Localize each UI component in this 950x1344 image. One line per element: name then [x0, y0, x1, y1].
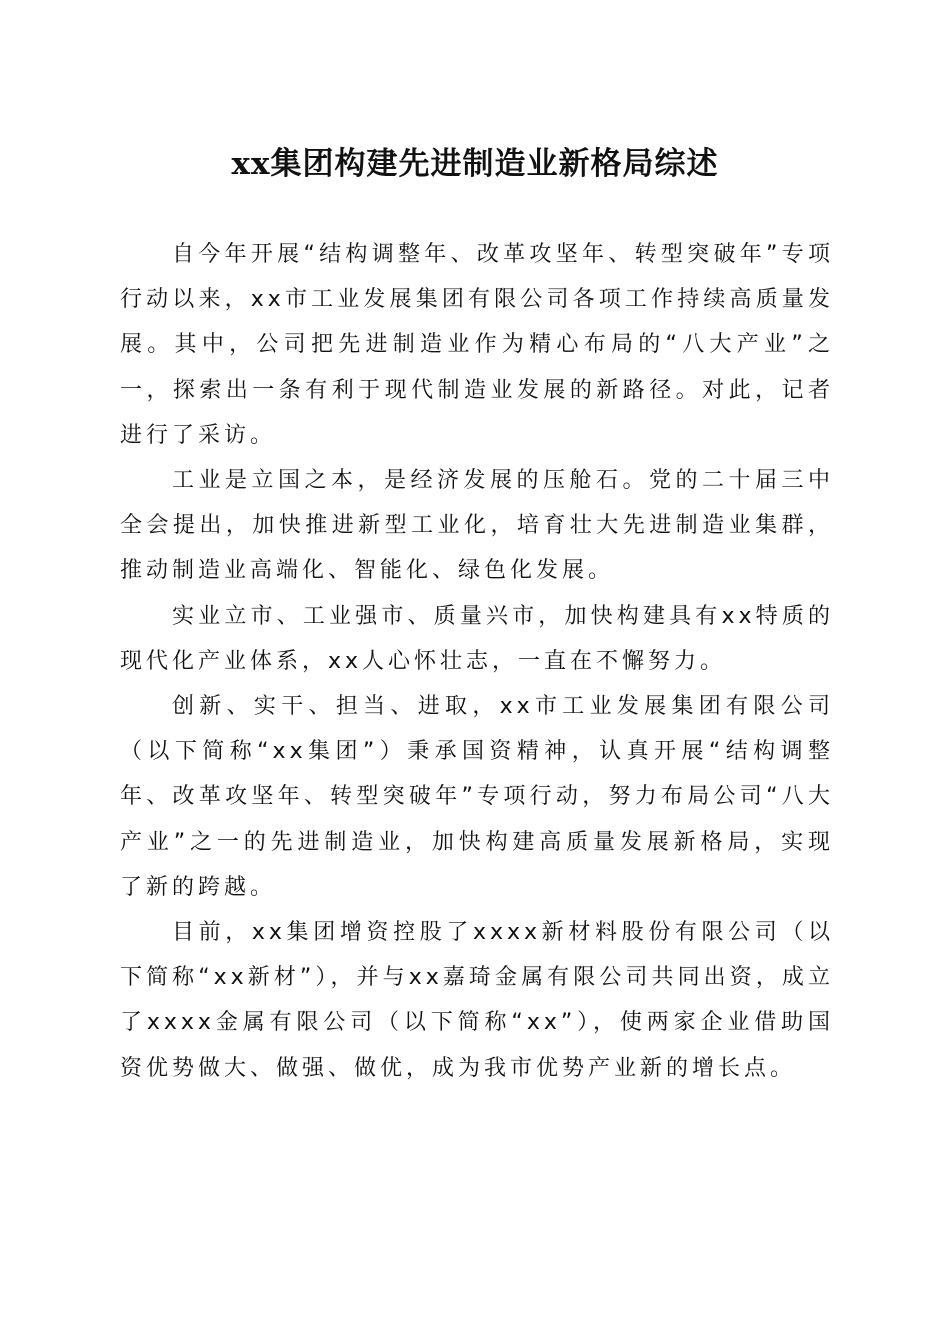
paragraph: 创新、实干、担当、进取，xx市工业发展集团有限公司（以下简称“xx集团”）秉承国资精神，认真开展“结构调整年、改革攻坚年、转型突破年”专项行动，努力布局公司“八大产业”之一的先进制造业，加快构建高质量发展新格局，实现了新的跨越。: [120, 694, 835, 900]
paragraph: 自今年开展“结构调整年、改革攻坚年、转型突破年”专项行动以来，xx市工业发展集团有限公司各项工作持续高质量发展。其中，公司把先进制造业作为精心布局的“八大产业”之一，探索出一条有利于现代制造业发展的新路径。对此，记者进行了采访。: [120, 242, 834, 448]
paragraph: 目前，xx集团增资控股了xxxx新材料股份有限公司（以下简称“xx新材”），并与xx嘉琦金属有限公司共同出资，成立了xxxx金属有限公司（以下简称“xx”），使两家企业借助国资优势做大、做强、做优，成为我市优势产业新的增长点。: [120, 920, 834, 1081]
document-body: [120, 232, 834, 1091]
paragraph: 实业立市、工业强市、质量兴市，加快构建具有xx特质的现代化产业体系，xx人心怀壮志，一直在不懈努力。: [120, 603, 834, 674]
paragraph: 工业是立国之本，是经济发展的压舱石。党的二十届三中全会提出，加快推进新型工业化，培育壮大先进制造业集群，推动制造业高端化、智能化、绿色化发展。: [120, 468, 834, 584]
document-title: xx集团构建先进制造业新格局综述: [231, 146, 719, 182]
